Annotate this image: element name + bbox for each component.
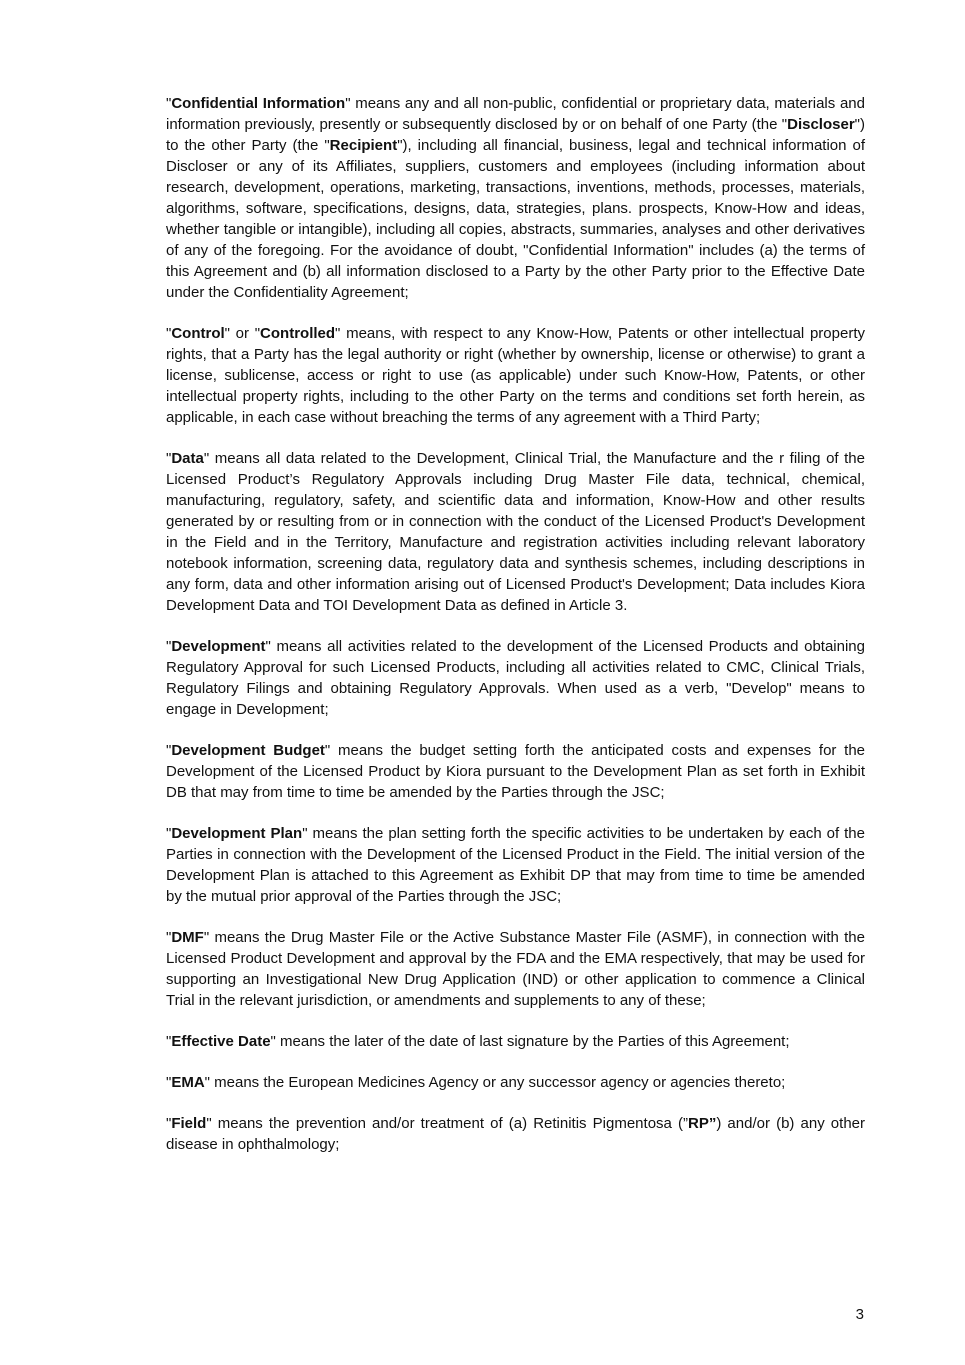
definition-text: " means the plan setting forth the specific activities to be undertaken by each of the Parties in connection with the Development of the Licensed Product in the Field. The initial version of the Development Plan is attached to this Agreement as Exhibit DP that may from time to time be amended by the mutual prior approval of the Parties through the JSC; [166,825,865,905]
defined-term: Effective Date [171,1033,271,1050]
definition-field [166,1113,865,1155]
definition-confidential-information [166,93,865,303]
definition-control [166,323,865,428]
definition-text: " [166,325,172,342]
definition-text: " [166,95,172,112]
defined-term: Discloser [787,116,855,133]
defined-term: Field [171,1115,207,1132]
definition-text: " [166,1033,172,1050]
definition-text: " [166,1074,172,1091]
document-body [166,93,865,1175]
defined-term: Development Budget [171,742,325,759]
defined-term: DMF [171,929,204,946]
defined-term: Controlled [260,325,336,342]
definition-text: " [166,1115,172,1132]
definition-text: " means any and all non-public, confidential or proprietary data, materials and information previously, presently or subsequently disclosed by or on behalf of one Party (the " [166,95,865,133]
definition-text: " [166,638,172,655]
definition-effective-date [166,1031,865,1052]
defined-term: Development Plan [171,825,303,842]
defined-term: RP” [687,1115,717,1132]
definition-text: " means all data related to the Development, Clinical Trial, the Manufacture and the r filing of the Licensed Product’s Regulatory Approvals including Drug Master File data, technical, chemical, manufacturing, regulatory, safety, and scientific data and information, Know-How and other results generated by or resulting from or in connection with the conduct of the Licensed Product's Development in the Field and in the Territory, Manufacture and registration activities including relevant laboratory notebook information, screening data, regulatory data and synthesis schemes, including descriptions in any form, data and other information arising out of Licensed Product's Development; Data includes Kiora Development Data and TOI Development Data as defined in Article 3. [166,450,865,614]
definition-ema [166,1072,865,1093]
definition-data [166,448,865,616]
definition-text: " [166,742,172,759]
defined-term: EMA [171,1074,205,1091]
defined-term: Development [171,638,266,655]
definition-text: " or " [224,325,261,342]
definition-development [166,636,865,720]
page-number: 3 [855,1306,864,1323]
definition-text: " [166,825,172,842]
definition-text: " means the Drug Master File or the Active Substance Master File (ASMF), in connection with the Licensed Product Development and approval by the FDA and the EMA respectively, that may be used for supporting an Investigational New Drug Application (IND) or other application to commence a Clinical Trial in the relevant jurisdiction, or amendments and supplements to any of these; [166,929,865,1009]
definition-dmf [166,927,865,1011]
definition-development-budget [166,740,865,803]
defined-term: Recipient [329,137,398,154]
definition-text: ) and/or (b) any other disease in ophthalmology; [166,1115,865,1153]
definition-text: " means, with respect to any Know-How, Patents or other intellectual property rights, that a Party has the legal authority or right (whether by ownership, license or otherwise) to grant a license, sublicense, access or right to use (as applicable) under such Know-How, Patents, or other intellectual property rights, including to the other Party on the terms and conditions set forth herein, as applicable, in each case without breaching the terms of any agreement with a Third Party; [166,325,865,426]
definition-text: " means all activities related to the development of the Licensed Products and obtaining Regulatory Approval for such Licensed Products, including all activities related to CMC, Clinical Trials, Regulatory Filings and obtaining Regulatory Approvals. When used as a verb, "Develop" means to engage in Development; [166,638,865,718]
definition-text: " means the budget setting forth the anticipated costs and expenses for the Development of the Licensed Product by Kiora pursuant to the Development Plan as set forth in Exhibit DB that may from time to time be amended by the Parties through the JSC; [166,742,866,801]
definition-text: " [166,450,172,467]
defined-term: Confidential Information [171,95,346,112]
definition-text: " means the prevention and/or treatment of (a) Retinitis Pigmentosa (” [206,1115,688,1132]
definition-text: " [166,929,172,946]
defined-term: Data [171,450,204,467]
definition-development-plan [166,823,865,907]
definition-text: " means the later of the date of last signature by the Parties of this Agreement; [270,1033,790,1050]
defined-term: Control [171,325,225,342]
definition-text: "), including all financial, business, legal and technical information of Discloser or any of its Affiliates, suppliers, customers and employees (including information about research, development, operations, marketing, transactions, inventions, methods, processes, materials, algorithms, software, specifications, designs, data, strategies, plans. prospects, Know-How and ideas, whether tangible or intangible), including all copies, abstracts, summaries, analyses and other derivatives of any of the foregoing. For the avoidance of doubt, "Confidential Information" includes (a) the terms of this Agreement and (b) all information disclosed to a Party by the other Party prior to the Effective Date under the Confidentiality Agreement; [166,137,865,301]
definition-text: ") to the other Party (the " [166,116,865,154]
definition-text: " means the European Medicines Agency or any successor agency or agencies thereto; [204,1074,786,1091]
